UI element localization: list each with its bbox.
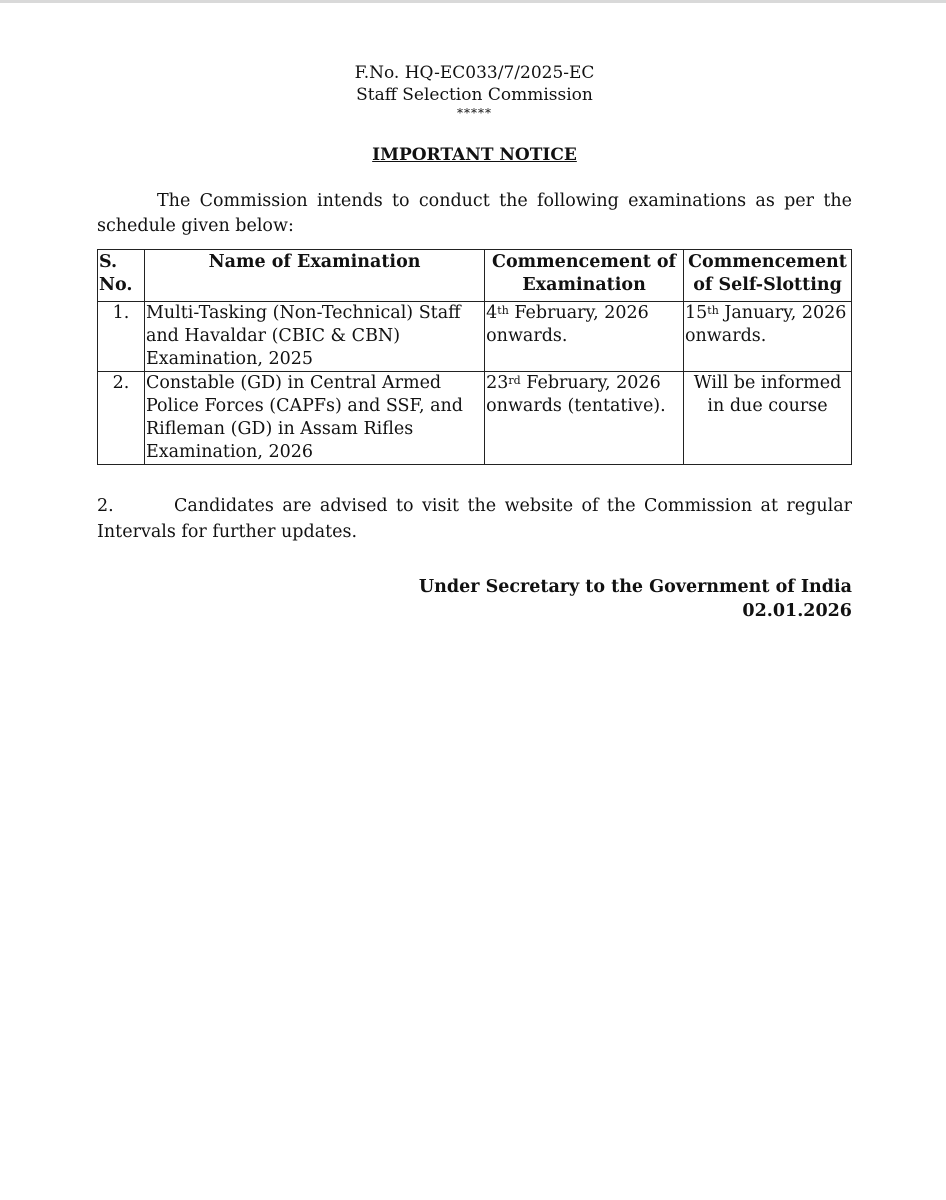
signatory-designation: Under Secretary to the Government of India (418, 577, 852, 597)
table-header-row (98, 250, 852, 302)
header-sno: S. No. (98, 250, 145, 302)
row-exam-name: Multi-Tasking (Non-Technical) Staff and Havaldar (CBIC & CBN) Examination, 2025 (144, 302, 484, 372)
row-exam-date: 23rd February, 2026 onwards (tentative). (485, 372, 684, 465)
signature-block (97, 575, 852, 623)
intro-paragraph: The Commission intends to conduct the following examinations as per the schedule given below: (97, 191, 852, 236)
examination-schedule-table (97, 249, 852, 465)
row-slotting-date: Will be informed in due course (684, 372, 852, 465)
paragraph-text: Candidates are advised to visit the website of the Commission at regular Intervals for further updates. (97, 496, 852, 542)
header-commencement-slotting: Commencement of Self-Slotting (684, 250, 852, 302)
notice-date: 02.01.2026 (742, 601, 852, 621)
notice-title: IMPORTANT NOTICE (372, 145, 577, 165)
table-row (98, 372, 852, 465)
header-exam-name: Name of Examination (144, 250, 484, 302)
header-commencement-exam: Commencement of Examination (485, 250, 684, 302)
table-row (98, 302, 852, 372)
notice-document (97, 62, 852, 623)
row-exam-date: 4th February, 2026 onwards. (485, 302, 684, 372)
advisory-paragraph (97, 493, 852, 545)
paragraph-number: 2. (97, 496, 114, 516)
organization-name: Staff Selection Commission (356, 85, 593, 105)
document-header (97, 62, 852, 106)
header-separator-stars: ***** (457, 106, 492, 120)
row-slotting-date: 15th January, 2026 onwards. (684, 302, 852, 372)
row-sno: 1. (98, 302, 145, 372)
file-number: F.No. HQ-EC033/7/2025-EC (354, 63, 595, 83)
top-border (0, 0, 946, 3)
row-exam-name: Constable (GD) in Central Armed Police Forces (CAPFs) and SSF, and Rifleman (GD) in Assam Rifles Examination, 2026 (144, 372, 484, 465)
row-sno: 2. (98, 372, 145, 465)
